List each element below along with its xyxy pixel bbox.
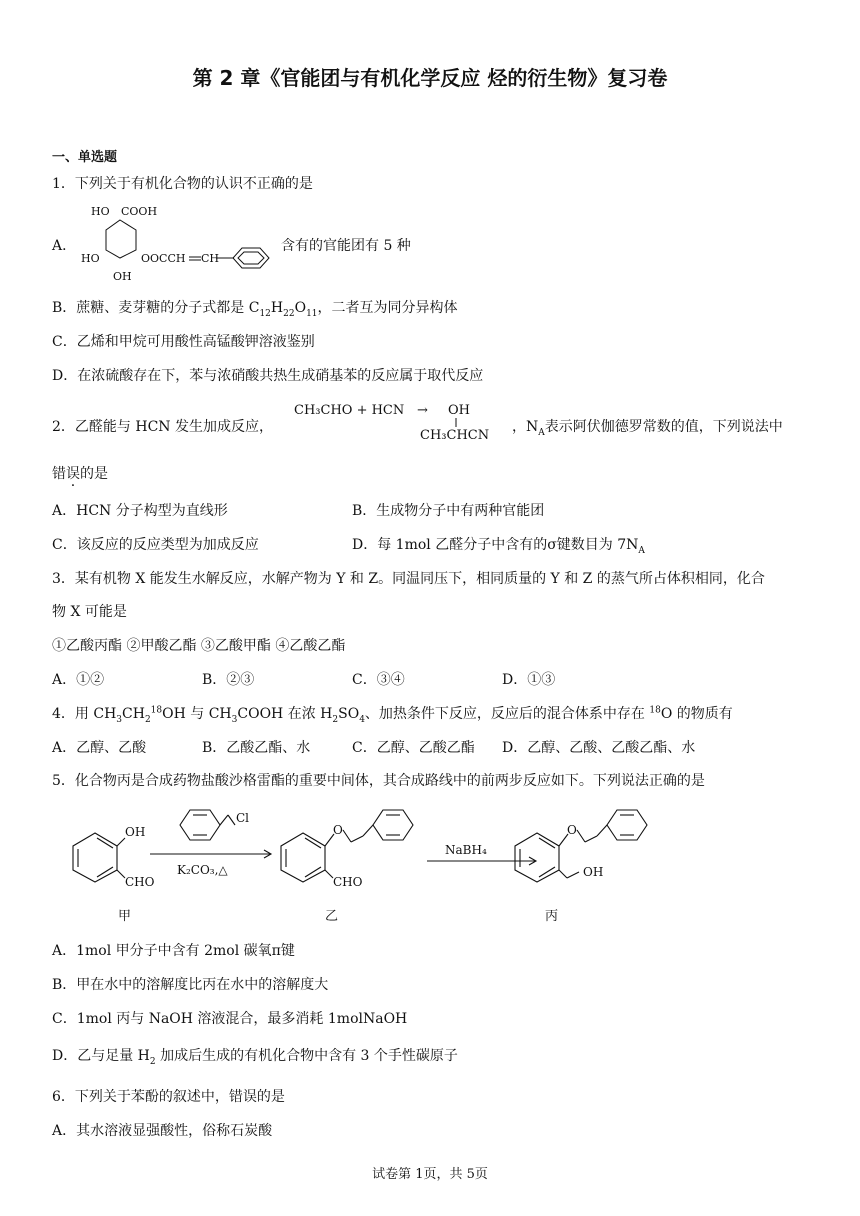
q2-eq-oh: OH xyxy=(448,403,470,418)
q3-option-a: A．①② xyxy=(52,672,105,688)
q3-stem-line2: 物 X 可能是 xyxy=(52,604,127,620)
reaction-condition-1: K₂CO₃,△ xyxy=(177,863,228,877)
q4-option-b: B．乙酸乙酯、水 xyxy=(202,740,311,756)
q1-option-a-prefix: A． xyxy=(52,238,77,254)
q3-option-d: D．①③ xyxy=(502,672,556,688)
q1-struct-ho-top: HO xyxy=(91,205,110,218)
q2-option-a: A．HCN 分子构型为直线形 xyxy=(52,503,228,519)
reaction-reagent-2: NaBH₄ xyxy=(445,843,487,857)
page-title: 第 2 章《官能团与有机化学反应 烃的衍生物》复习卷 xyxy=(192,66,668,90)
q1-struct-oh-bottom: OH xyxy=(113,270,132,283)
q1-option-b: B．蔗糖、麦芽糖的分子式都是 $C_{12}H_{22}O_{11}$，二者互为同分异构体 xyxy=(52,300,458,319)
q1-option-d: D．在浓硫酸存在下，苯与浓硝酸共热生成硝基苯的反应属于取代反应 xyxy=(52,368,484,384)
q1-stem: 1．下列关于有机化合物的认识不正确的是 xyxy=(52,176,313,192)
q2-option-b: B．生成物分子中有两种官能团 xyxy=(352,503,545,519)
compound-jia-ring xyxy=(73,833,117,882)
q2-eq-left: CH₃CHO + HCN xyxy=(294,403,405,418)
jia-oh-label: OH xyxy=(125,825,146,839)
yi-o-label: O xyxy=(333,823,343,837)
compound-yi-ring xyxy=(281,833,325,882)
q4-stem: 4．用 $CH_3CH_2^{18}OH$ 与 $CH_3COOH$ 在浓 $H_2SO_4$、加热条件下反应，反应后的混合体系中存在 $^{18}$O 的物质有 xyxy=(52,705,733,725)
q1-struct-ester: OOCCH xyxy=(141,252,186,265)
label-jia: 甲 xyxy=(118,909,132,924)
q1-struct-ch: CH xyxy=(201,252,220,265)
q1-option-c: C．乙烯和甲烷可用酸性高锰酸钾溶液鉴别 xyxy=(52,334,315,350)
q2-stem-end: 错误的是 xyxy=(52,466,108,482)
q1-option-a-text: 含有的官能团有 5 种 xyxy=(281,238,411,254)
q3-candidates: ①乙酸丙酯 ②甲酸乙酯 ③乙酸甲酯 ④乙酸乙酯 xyxy=(52,638,346,654)
q2-stem-cont: ，$N_A$表示阿伏伽德罗常数的值，下列说法中 xyxy=(512,419,783,438)
q2-eq-right: CH₃CHCN xyxy=(420,428,490,443)
yi-cho-label: CHO xyxy=(333,875,363,889)
section-heading: 一、单选题 xyxy=(52,150,118,165)
jia-cho-label: CHO xyxy=(125,875,155,889)
q1-structure-diagram xyxy=(76,200,281,286)
q5-stem: 5．化合物丙是合成药物盐酸沙格雷酯的重要中间体，其合成路线中的前两步反应如下。下列说法正确的是 xyxy=(52,773,705,789)
q2-option-c: C．该反应的反应类型为加成反应 xyxy=(52,537,259,553)
q3-option-c: C．③④ xyxy=(352,672,405,688)
q2-eq-arrow: → xyxy=(417,403,428,418)
q3-stem-line1: 3．某有机物 X 能发生水解反应，水解产物为 Y 和 Z。同温同压下，相同质量的 Y 和 Z 的蒸气所占体积相同，化合 xyxy=(52,571,765,587)
q5-synthesis-scheme xyxy=(45,798,675,928)
q4-option-d: D．乙醇、乙酸、乙酸乙酯、水 xyxy=(502,740,696,756)
compound-bing-ring xyxy=(515,833,559,882)
q5-option-c: C．1mol 丙与 NaOH 溶液混合，最多消耗 1molNaOH xyxy=(52,1011,408,1027)
q1-cyclohexane-ring xyxy=(106,220,136,258)
q4-option-c: C．乙醇、乙酸乙酯 xyxy=(352,740,475,756)
q6-option-a: A．其水溶液显强酸性，俗称石炭酸 xyxy=(52,1123,273,1139)
q6-stem: 6．下列关于苯酚的叙述中，错误的是 xyxy=(52,1089,285,1105)
label-yi: 乙 xyxy=(325,909,339,924)
q2-reaction-equation xyxy=(290,397,505,447)
q5-option-a: A．1mol 甲分子中含有 2mol 碳氧π键 xyxy=(52,943,295,959)
q1-struct-cooh: COOH xyxy=(121,205,158,218)
q2-stem: 2．乙醛能与 HCN 发生加成反应， xyxy=(52,419,273,435)
q1-struct-ho-left: HO xyxy=(81,252,100,265)
bing-oh-label: OH xyxy=(583,865,604,879)
q2-option-d: D．每 1mol 乙醛分子中含有的σ键数目为 $7N_A$ xyxy=(352,537,645,556)
q4-option-a: A．乙醇、乙酸 xyxy=(52,740,147,756)
q3-option-b: B．②③ xyxy=(202,672,255,688)
q5-option-b: B．甲在水中的溶解度比丙在水中的溶解度大 xyxy=(52,977,329,993)
page-footer: 试卷第 1页，共 5页 xyxy=(372,1167,488,1182)
q5-option-d: D．乙与足量 $H_2$ 加成后生成的有机化合物中含有 3 个手性碳原子 xyxy=(52,1048,458,1067)
reagent-cl-label: Cl xyxy=(236,811,250,825)
label-bing: 丙 xyxy=(545,909,559,924)
bing-o-label: O xyxy=(567,823,577,837)
